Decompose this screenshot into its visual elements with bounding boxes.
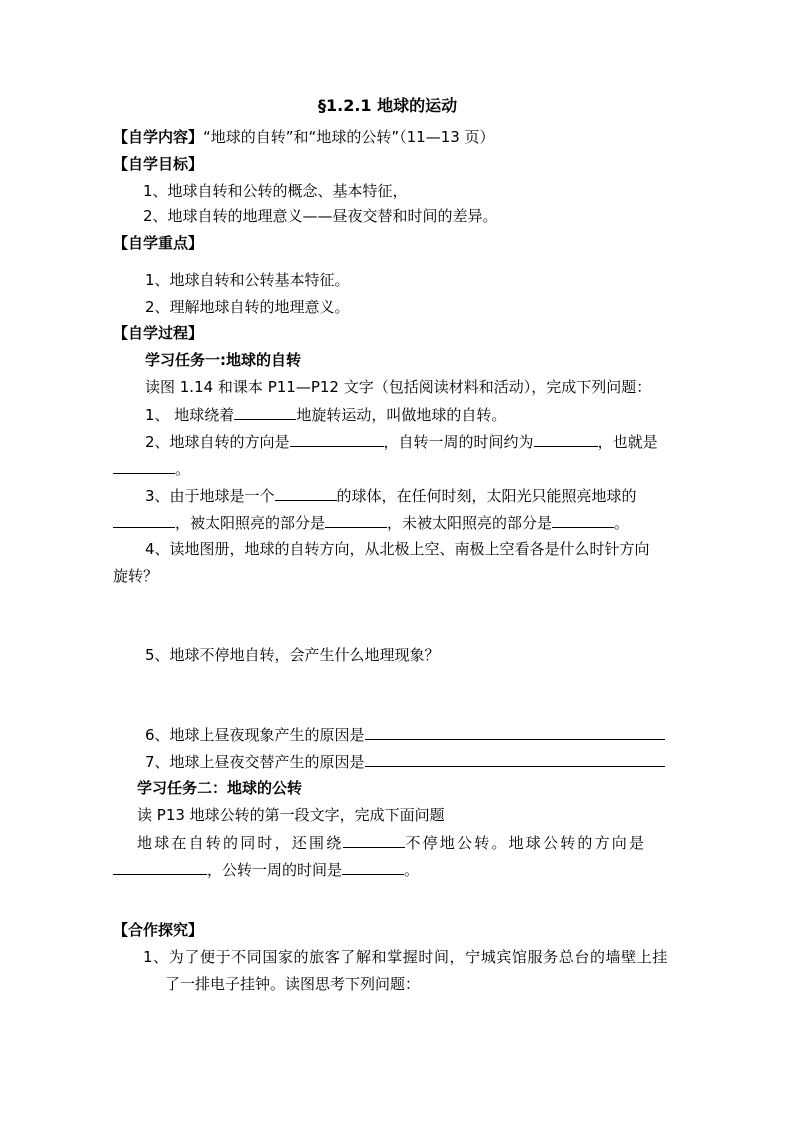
answer-blank[interactable] xyxy=(275,485,337,501)
goal-item: 1、地球自转和公转的概念、基本特征， xyxy=(143,182,408,200)
question-2: 2、地球自转的方向是 ，自转一周的时间约为 ，也就是 xyxy=(145,433,658,451)
focus-heading: 【自学重点】 xyxy=(113,234,204,252)
goal-item: 2、地球自转的地理意义——昼夜交替和时间的差异。 xyxy=(143,207,498,225)
answer-blank[interactable] xyxy=(552,512,614,528)
question-7: 7、地球上昼夜交替产生的原因是 xyxy=(145,751,665,772)
answer-blank[interactable] xyxy=(534,431,598,447)
answer-blank[interactable] xyxy=(342,859,404,875)
content-row xyxy=(113,127,495,147)
task2-question: 地球在自转的同时，还围绕 不停地公转。地球公转的方向是 xyxy=(137,834,647,852)
content-label: 【自学内容】 xyxy=(113,128,204,146)
answer-blank[interactable] xyxy=(113,458,175,474)
answer-blank[interactable] xyxy=(343,832,405,848)
task2-question-cont: ，公转一周的时间是 。 xyxy=(113,859,419,880)
question-1: 1、 地球绕着 地旋转运动，叫做地球的自转。 xyxy=(145,406,507,424)
answer-blank[interactable] xyxy=(113,512,175,528)
question-4-cont: 旋转？ xyxy=(113,567,159,585)
process-heading: 【自学过程】 xyxy=(113,324,204,342)
content-text: “地球的自转”和“地球的公转”（11—13 页） xyxy=(203,128,495,146)
task1-intro: 读图 1.14 和课本 P11—P12 文字（包括阅读材料和活动），完成下列问题： xyxy=(145,378,652,396)
answer-blank[interactable] xyxy=(234,404,296,420)
answer-blank[interactable] xyxy=(365,724,665,740)
question-3: 3、由于地球是一个 的球体，在任何时刻，太阳光只能照亮地球的 xyxy=(145,487,637,505)
answer-blank[interactable] xyxy=(113,859,207,875)
task2-intro: 读 P13 地球公转的第一段文字，完成下面问题 xyxy=(137,806,445,824)
answer-blank[interactable] xyxy=(365,751,665,767)
cooperation-heading: 【合作探究】 xyxy=(113,921,204,939)
focus-item: 2、理解地球自转的地理意义。 xyxy=(145,298,350,316)
task2-heading: 学习任务二：地球的公转 xyxy=(137,779,303,797)
focus-item: 1、地球自转和公转基本特征。 xyxy=(145,271,350,289)
task1-heading: 学习任务一:地球的自转 xyxy=(145,351,301,369)
question-3-cont: ，被太阳照亮的部分是 ，未被太阳照亮的部分是 。 xyxy=(113,512,629,533)
cooperation-item-1-cont: 了一排电子挂钟。读图思考下列问题： xyxy=(165,975,421,993)
question-2-cont: 。 xyxy=(113,458,190,479)
question-4: 4、读地图册，地球的自转方向，从北极上空、南极上空看各是什么时针方向 xyxy=(145,540,650,558)
goals-heading: 【自学目标】 xyxy=(113,155,204,173)
answer-blank[interactable] xyxy=(290,431,384,447)
answer-blank[interactable] xyxy=(325,512,387,528)
page-title: §1.2.1 地球的运动 xyxy=(318,96,458,115)
question-5: 5、地球不停地自转，会产生什么地理现象？ xyxy=(145,646,440,664)
cooperation-item-1: 1、为了便于不同国家的旅客了解和掌握时间，宁城宾馆服务总台的墙壁上挂 xyxy=(143,948,668,966)
question-6: 6、地球上昼夜现象产生的原因是 xyxy=(145,724,665,745)
